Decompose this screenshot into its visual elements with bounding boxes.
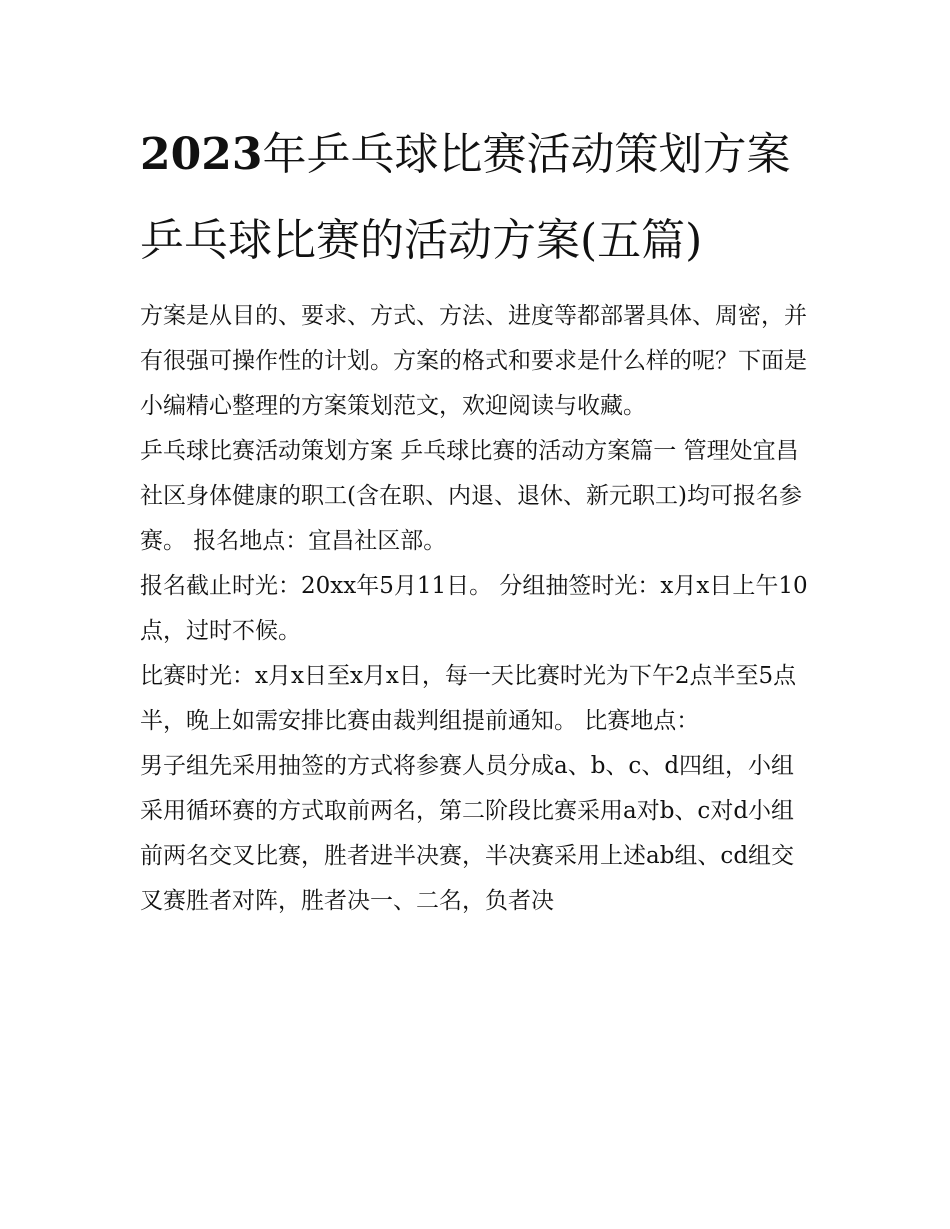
title-year: 2023 bbox=[140, 129, 263, 180]
paragraph-competition-format: 男子组先采用抽签的方式将参赛人员分成a、b、c、d四组，小组采用循环赛的方式取前两名，第二阶段比赛采用a对b、c对d小组前两名交叉比赛，胜者进半决赛，半决赛采用上述ab组、cd组交叉赛胜者对阵，胜者决一、二名，负者决 bbox=[140, 753, 795, 914]
paragraph-participants: 乒乓球比赛活动策划方案 乒乓球比赛的活动方案篇一 管理处宜昌社区身体健康的职工(含在职、内退、退休、新元职工)均可报名参赛。 报名地点：宜昌社区部。 bbox=[140, 438, 802, 554]
document-body bbox=[140, 294, 812, 924]
title-text: 年乒乓球比赛活动策划方案 乒乓球比赛的活动方案(五篇) bbox=[140, 129, 791, 266]
intro-paragraph: 方案是从目的、要求、方式、方法、进度等都部署具体、周密，并有很强可操作性的计划。方案的格式和要求是什么样的呢？下面是小编精心整理的方案策划范文，欢迎阅读与收藏。 bbox=[140, 303, 807, 419]
paragraph-match-time: 比赛时光：x月x日至x月x日，每一天比赛时光为下午2点半至5点半，晚上如需安排比赛由裁判组提前通知。 比赛地点： bbox=[140, 663, 797, 734]
document-title bbox=[140, 112, 812, 284]
document-page bbox=[140, 112, 812, 924]
paragraph-registration-deadline: 报名截止时光：20xx年5月11日。 分组抽签时光：x月x日上午10点，过时不候。 bbox=[140, 573, 808, 644]
